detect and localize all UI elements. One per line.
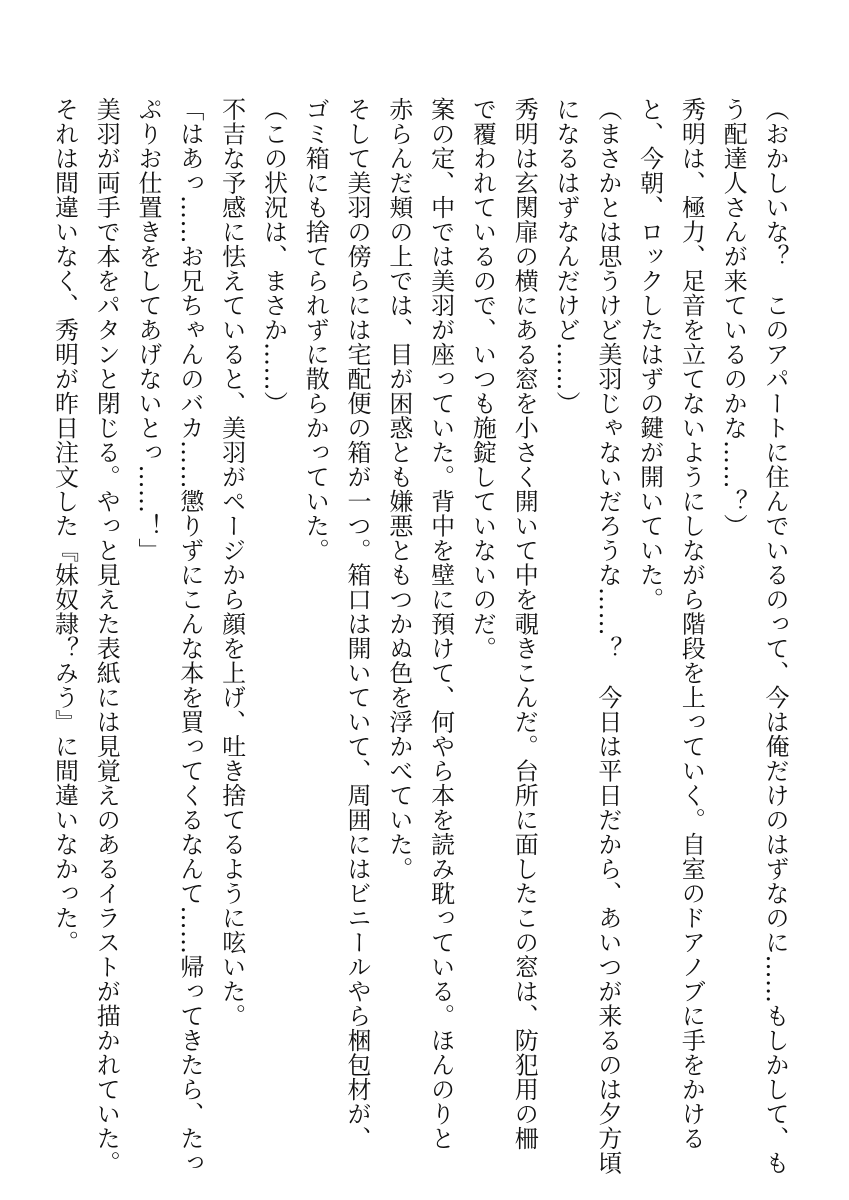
text-line: 秀明は、極力、足音を立てないようにしながら階段を上っていく。自室のドアノブに手をかける: [677, 97, 706, 1151]
text-line: で覆われているので、いつも施錠していないのだ。: [468, 97, 497, 661]
text-line: 赤らんだ頬の上では、目が困惑とも嫌悪ともつかぬ色を浮かべていた。: [384, 97, 413, 881]
text-line: そして美羽の傍らには宅配便の箱が一つ。箱口は開いていて、周囲にはビニールやら梱包材が、: [343, 97, 372, 1151]
text-line: 案の定、中では美羽が座っていた。背中を壁に預けて、何やら本を読み耽っている。ほんのりと: [426, 97, 455, 1151]
text-line: （この状況は、まさか……）: [259, 97, 288, 416]
text-line: （まさかとは思うけど美羽じゃないだろうな……？ 今日は平日だから、あいつが来るのは夕方頃: [593, 97, 622, 1175]
text-line: になるはずなんだけど……）: [552, 97, 581, 416]
text-line: ゴミ箱にも捨てられずに散らかっていた。: [301, 97, 330, 563]
text-line: それは間違いなく、秀明が昨日注文した『妹奴隷？みう』に間違いなかった。: [50, 97, 79, 955]
text-line: 不吉な予感に怯えていると、美羽がページから顔を上げ、吐き捨てるように呟いた。: [217, 97, 246, 1028]
text-line: ぷりお仕置きをしてあげないとっ……！」: [134, 97, 163, 563]
text-line: う配達人さんが来ているのかな……？）: [719, 97, 748, 538]
text-line: 美羽が両手で本をパタンと閉じる。やっと見えた表紙には見覚えのあるイラストが描かれていた。: [92, 97, 121, 1175]
text-line: と、今朝、ロックしたはずの鍵が開いていた。: [635, 97, 664, 612]
text-line: （おかしいな？ このアパートに住んでいるのって、今は俺だけのはずなのに……もしかして、も: [761, 97, 789, 1175]
text-line: 「はあっ……お兄ちゃんのバカ……懲りずにこんな本を買ってくるなんて……帰ってきたら、たっ: [175, 97, 204, 1175]
text-line: 秀明は玄関扉の横にある窓を小さく開いて中を覗きこんだ。台所に面したこの窓は、防犯用の柵: [510, 97, 539, 1151]
vertical-text-block: [45, 97, 795, 1175]
